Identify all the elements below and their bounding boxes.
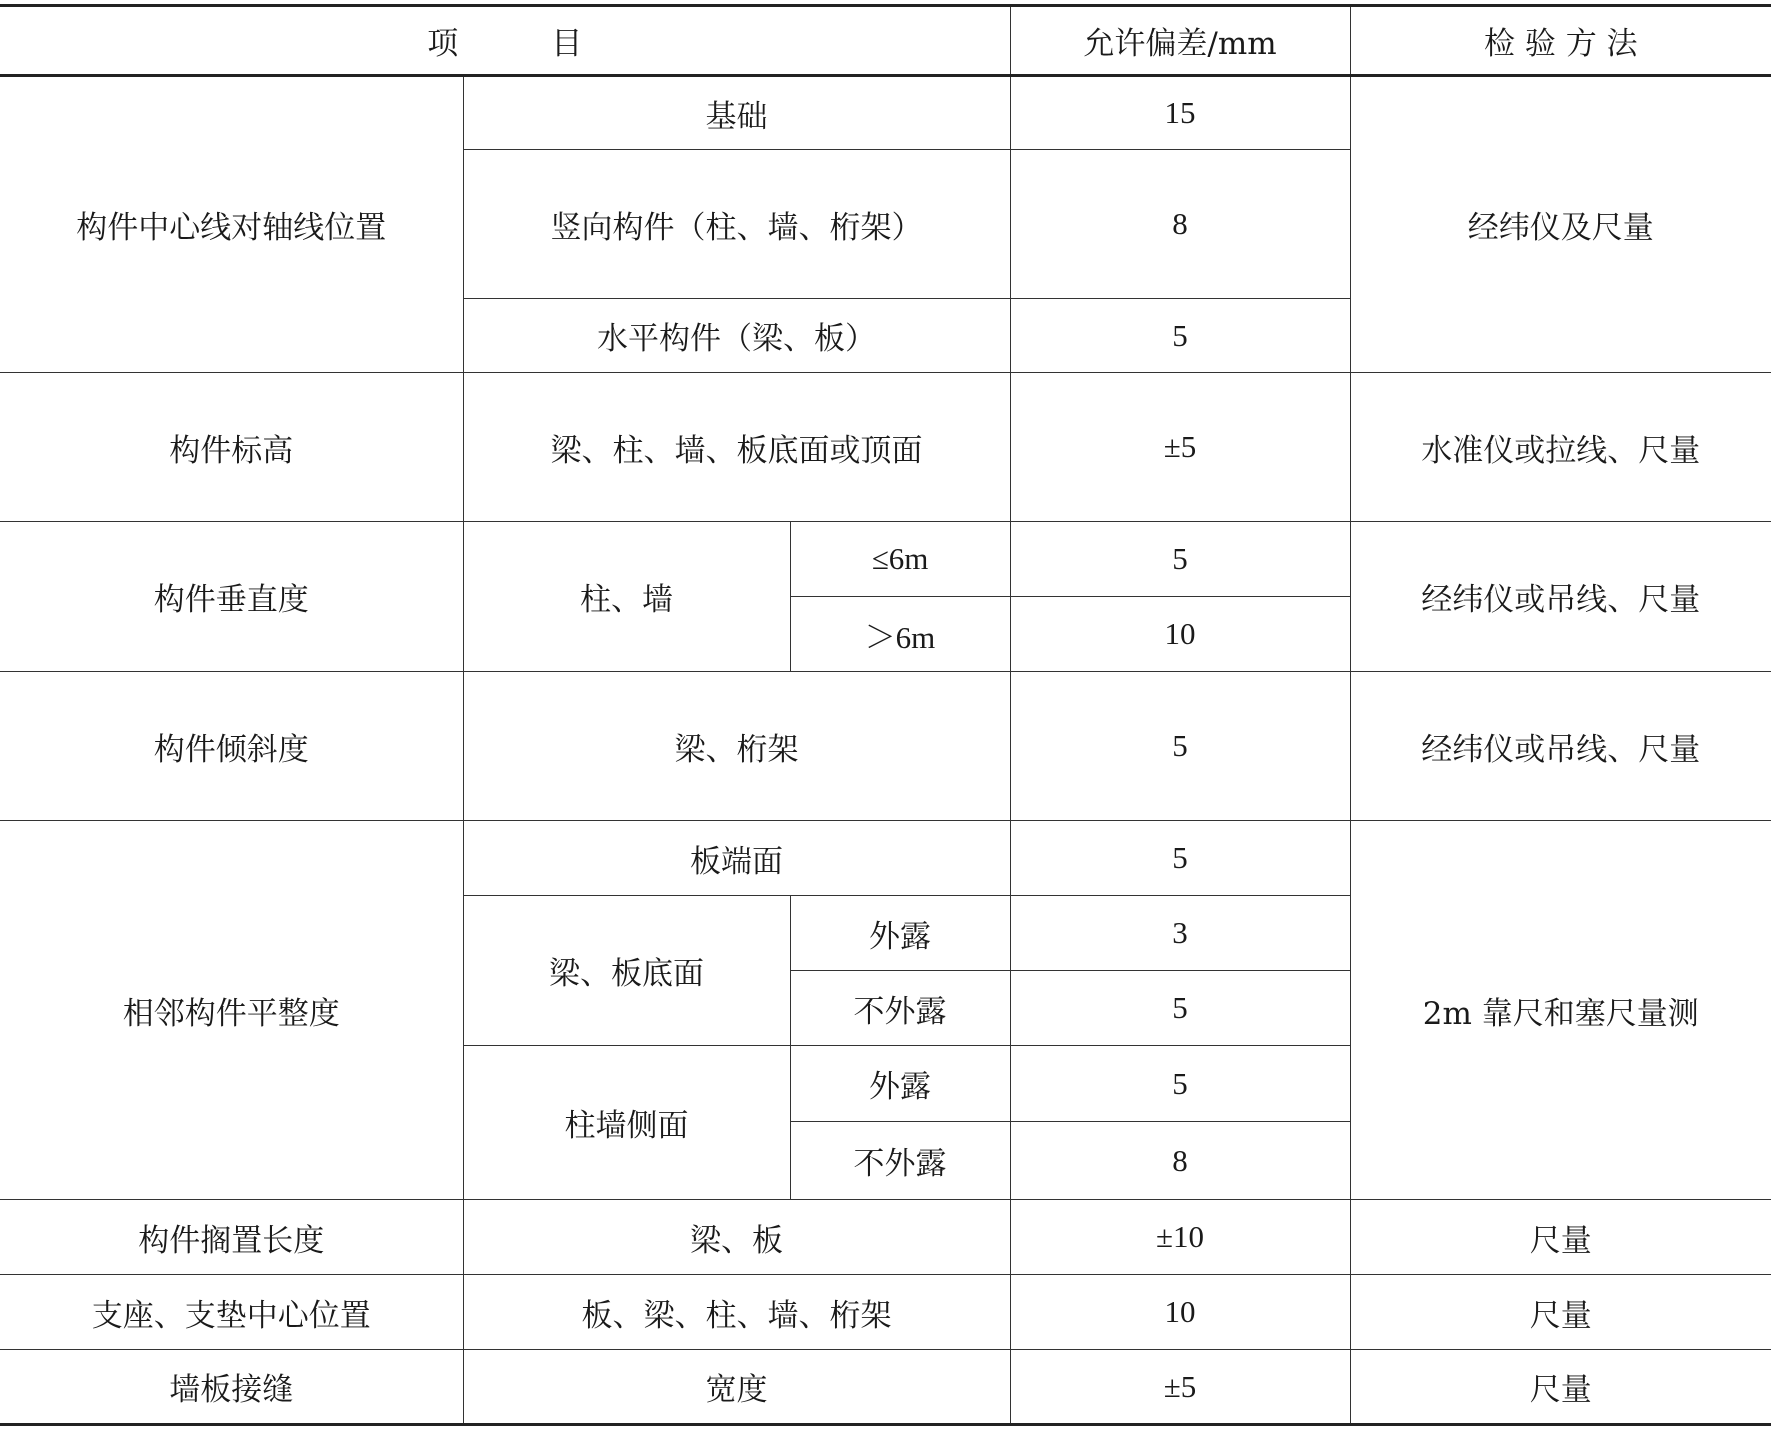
method-verticality: 经纬仪或吊线、尺量 bbox=[1350, 522, 1771, 672]
sub-item-elevation: 梁、柱、墙、板底面或顶面 bbox=[463, 373, 1010, 522]
header-method: 检 验 方 法 bbox=[1350, 6, 1771, 76]
item-wall-joint: 墙板接缝 bbox=[0, 1350, 463, 1425]
tolerance-value: 5 bbox=[1010, 522, 1350, 597]
tolerance-value: 10 bbox=[1010, 1275, 1350, 1350]
tolerance-value: 8 bbox=[1010, 1122, 1350, 1200]
item-elevation: 构件标高 bbox=[0, 373, 463, 522]
height-range: ＞6m bbox=[790, 597, 1010, 672]
item-bearing-length: 构件搁置长度 bbox=[0, 1200, 463, 1275]
exposure-label: 外露 bbox=[790, 1046, 1010, 1122]
sub-item-width: 宽度 bbox=[463, 1350, 1010, 1425]
table-row bbox=[0, 522, 1771, 597]
tolerance-value: 10 bbox=[1010, 597, 1350, 672]
method-elevation: 水准仪或拉线、尺量 bbox=[1350, 373, 1771, 522]
table-row bbox=[0, 1350, 1771, 1425]
sub-item-beam-slab: 梁、板 bbox=[463, 1200, 1010, 1275]
sub-item-support-members: 板、梁、柱、墙、桁架 bbox=[463, 1275, 1010, 1350]
header-tolerance: 允许偏差/mm bbox=[1010, 6, 1350, 76]
table-row bbox=[0, 76, 1771, 150]
tolerance-value: 3 bbox=[1010, 896, 1350, 971]
sub-item-beam-truss: 梁、桁架 bbox=[463, 672, 1010, 821]
method-support-center: 尺量 bbox=[1350, 1275, 1771, 1350]
table-row bbox=[0, 1200, 1771, 1275]
table-row bbox=[0, 373, 1771, 522]
height-range: ≤6m bbox=[790, 522, 1010, 597]
tolerance-value: 5 bbox=[1010, 672, 1350, 821]
sub-item-beam-bottom: 梁、板底面 bbox=[463, 896, 790, 1046]
sub-item-column-side: 柱墙侧面 bbox=[463, 1046, 790, 1200]
table-row bbox=[0, 672, 1771, 821]
tolerance-value: 5 bbox=[1010, 821, 1350, 896]
sub-item-horizontal-members: 水平构件（梁、板） bbox=[463, 299, 1010, 373]
sub-item-end-face: 板端面 bbox=[463, 821, 1010, 896]
exposure-label: 不外露 bbox=[790, 1122, 1010, 1200]
tolerance-value: 15 bbox=[1010, 76, 1350, 150]
item-flatness: 相邻构件平整度 bbox=[0, 821, 463, 1200]
method-wall-joint: 尺量 bbox=[1350, 1350, 1771, 1425]
method-flatness: 2m 靠尺和塞尺量测 bbox=[1350, 821, 1771, 1200]
header-item: 项 目 bbox=[0, 6, 1010, 76]
tolerance-value: 5 bbox=[1010, 299, 1350, 373]
tolerance-value: 8 bbox=[1010, 150, 1350, 299]
sub-item-column-wall: 柱、墙 bbox=[463, 522, 790, 672]
method-axis-position: 经纬仪及尺量 bbox=[1350, 76, 1771, 373]
exposure-label: 外露 bbox=[790, 896, 1010, 971]
tolerance-value: ±5 bbox=[1010, 1350, 1350, 1425]
header-row bbox=[0, 6, 1771, 76]
exposure-label: 不外露 bbox=[790, 971, 1010, 1046]
tolerance-value: 5 bbox=[1010, 971, 1350, 1046]
item-incline: 构件倾斜度 bbox=[0, 672, 463, 821]
table-row bbox=[0, 821, 1771, 896]
tolerance-value: ±10 bbox=[1010, 1200, 1350, 1275]
tolerance-value: ±5 bbox=[1010, 373, 1350, 522]
table-row bbox=[0, 1275, 1771, 1350]
item-support-center: 支座、支垫中心位置 bbox=[0, 1275, 463, 1350]
sub-item-foundation: 基础 bbox=[463, 76, 1010, 150]
item-verticality: 构件垂直度 bbox=[0, 522, 463, 672]
method-incline: 经纬仪或吊线、尺量 bbox=[1350, 672, 1771, 821]
sub-item-vertical-members: 竖向构件（柱、墙、桁架） bbox=[463, 150, 1010, 299]
method-bearing-length: 尺量 bbox=[1350, 1200, 1771, 1275]
tolerance-value: 5 bbox=[1010, 1046, 1350, 1122]
tolerance-table bbox=[0, 4, 1771, 1426]
item-axis-position: 构件中心线对轴线位置 bbox=[0, 76, 463, 373]
